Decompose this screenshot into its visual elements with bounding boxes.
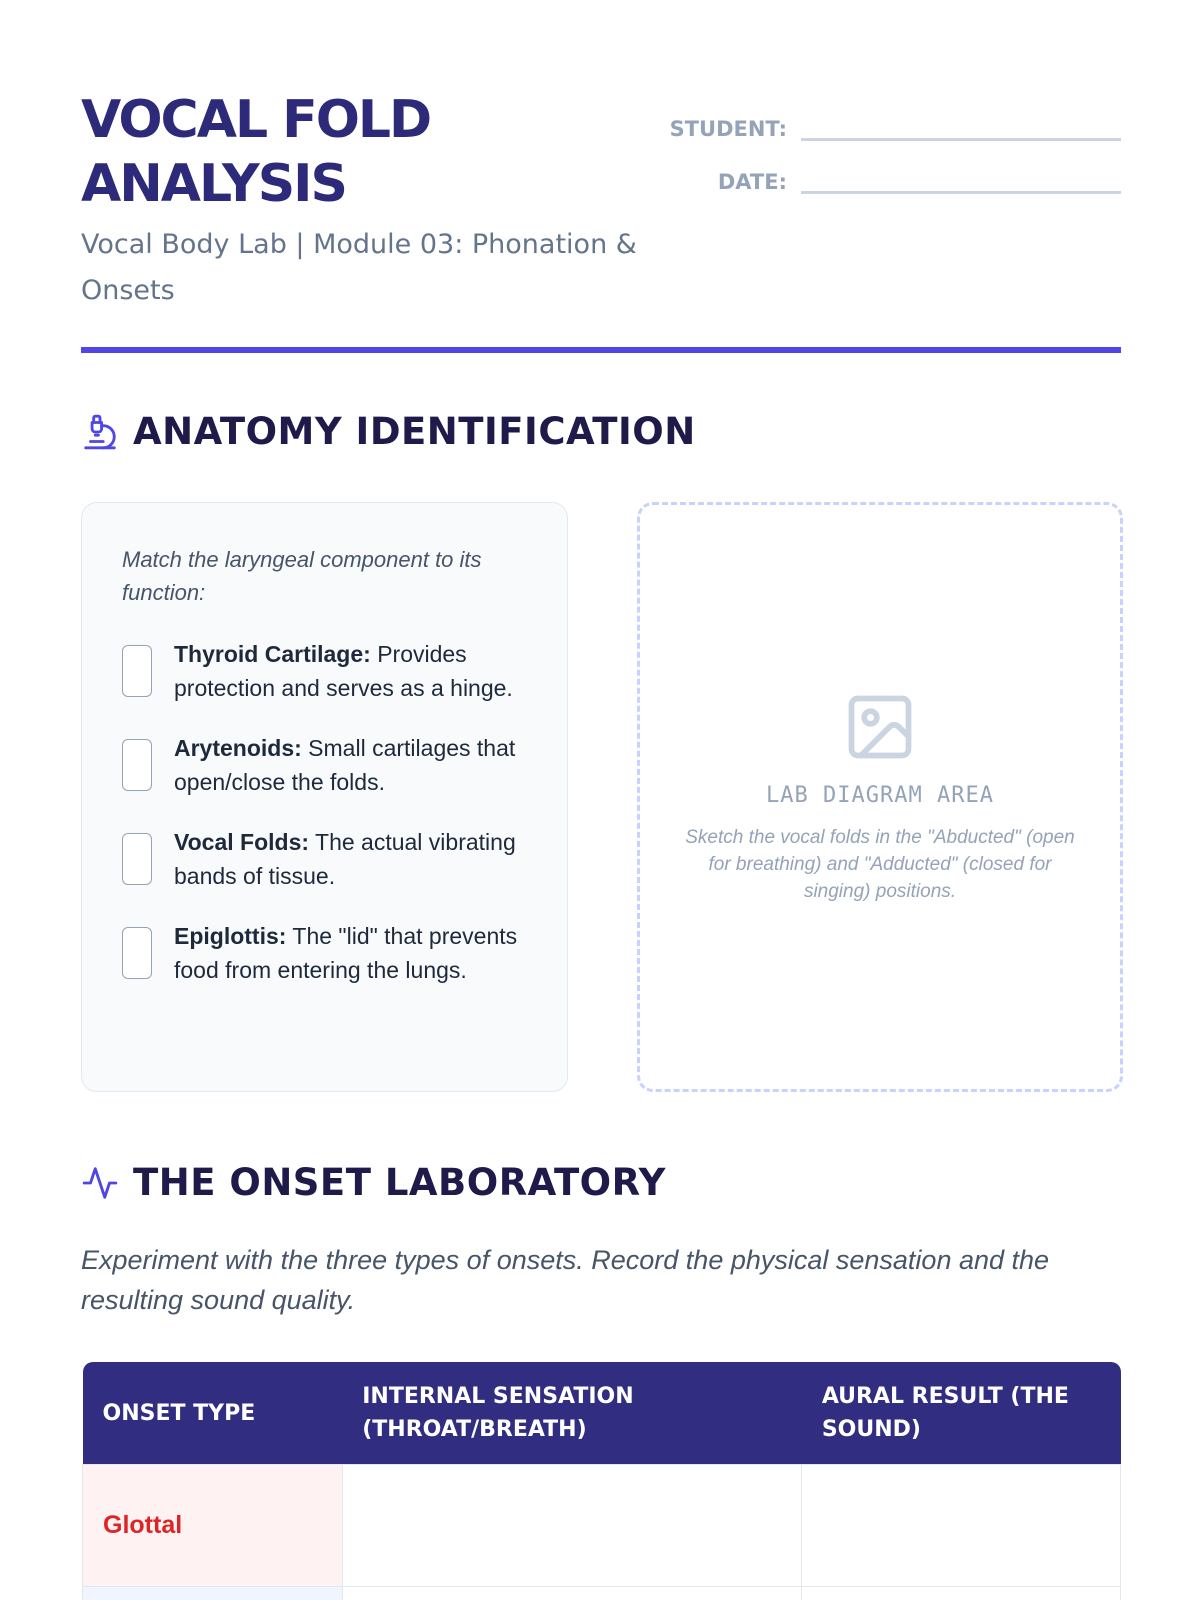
match-description: Small cartilages that open/close the folds. <box>174 735 516 795</box>
match-text <box>174 637 527 705</box>
match-item <box>122 825 527 893</box>
microscope-icon <box>81 413 119 451</box>
column-header-aural-result: AURAL RESULT (THE SOUND) <box>802 1362 1121 1465</box>
student-label: STUDENT: <box>669 117 787 141</box>
diagram-area[interactable] <box>637 502 1123 1092</box>
answer-box[interactable] <box>122 645 152 697</box>
header-divider <box>81 347 1121 353</box>
pulse-icon <box>81 1164 119 1202</box>
match-term: Epiglottis: <box>174 923 287 949</box>
diagram-label: LAB DIAGRAM AREA <box>766 783 994 808</box>
onset-name: Glottal <box>103 1511 183 1539</box>
answer-box[interactable] <box>122 927 152 979</box>
column-header-onset-type: ONSET TYPE <box>83 1362 343 1465</box>
match-term: Arytenoids: <box>174 735 302 761</box>
onset-section-heading <box>81 1161 666 1204</box>
match-description: The actual vibrating bands of tissue. <box>174 829 516 889</box>
onset-type-cell <box>83 1465 343 1587</box>
matching-card <box>81 502 568 1092</box>
student-field-row <box>661 88 1121 141</box>
match-text <box>174 731 527 799</box>
result-input-cell[interactable] <box>802 1465 1121 1587</box>
match-term: Thyroid Cartilage: <box>174 641 371 667</box>
sensation-input-cell[interactable] <box>342 1465 802 1587</box>
anatomy-section-heading <box>81 410 696 453</box>
onset-table <box>82 1362 1121 1600</box>
worksheet-header <box>81 88 1121 358</box>
onset-type-cell <box>83 1587 343 1600</box>
column-header-internal-sensation: INTERNAL SENSATION (THROAT/BREATH) <box>342 1362 802 1465</box>
table-row <box>83 1465 1121 1587</box>
date-field-row <box>661 141 1121 194</box>
anatomy-section-title: ANATOMY IDENTIFICATION <box>133 410 696 453</box>
onset-description: Experiment with the three types of onsets. Record the physical sensation and the resulting sound quality. <box>81 1245 1050 1315</box>
page-subtitle: Vocal Body Lab | Module 03: Phonation & Onsets <box>81 229 637 306</box>
table-row <box>83 1587 1121 1600</box>
match-text <box>174 919 527 987</box>
date-line[interactable] <box>801 164 1121 194</box>
result-input-cell[interactable] <box>802 1587 1121 1600</box>
diagram-note: Sketch the vocal folds in the "Abducted" (open for breathing) and "Adducted" (closed for singing) positions. <box>685 827 1075 902</box>
answer-box[interactable] <box>122 739 152 791</box>
match-term: Vocal Folds: <box>174 829 310 855</box>
match-item <box>122 637 527 705</box>
student-line[interactable] <box>801 111 1121 141</box>
table-header-row <box>83 1362 1121 1465</box>
answer-box[interactable] <box>122 833 152 885</box>
page-title: VOCAL FOLD ANALYSIS <box>81 90 431 214</box>
match-item <box>122 919 527 987</box>
match-description: The "lid" that prevents food from entering the lungs. <box>174 923 518 983</box>
match-item <box>122 731 527 799</box>
match-description: Provides protection and serves as a hinge. <box>174 641 513 701</box>
image-icon <box>842 689 918 765</box>
matching-instructions: Match the laryngeal component to its function: <box>122 547 482 605</box>
date-label: DATE: <box>717 170 787 194</box>
onset-section-title: THE ONSET LABORATORY <box>133 1161 666 1204</box>
match-text <box>174 825 527 893</box>
student-fields <box>661 88 1121 194</box>
sensation-input-cell[interactable] <box>342 1587 802 1600</box>
